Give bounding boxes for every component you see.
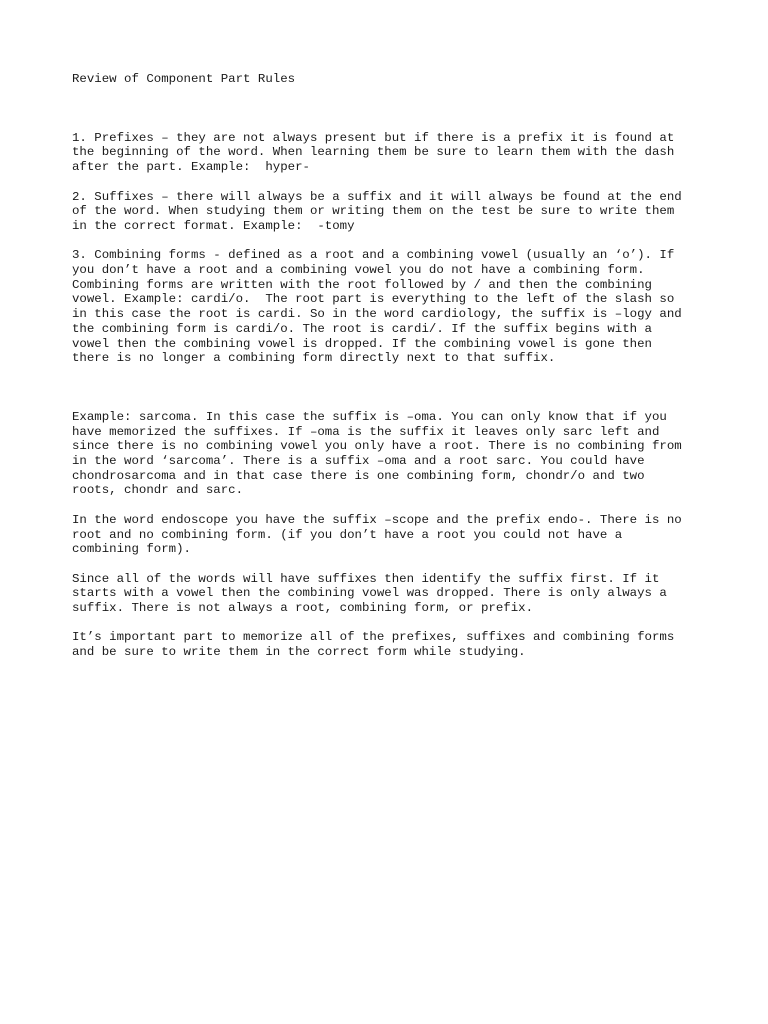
- paragraph-suffixes: 2. Suffixes – there will always be a suffix and it will always be found at the end of the word. When studying them or writing them on the test be sure to write them in the correct format. Example: -tomy: [72, 189, 682, 233]
- paragraph-combining-forms: 3. Combining forms - defined as a root and a combining vowel (usually an ‘o’). If you don’t have a root and a combining vowel you do not have a combining form. Combining forms are written with the root followed by / and then the combining vowel. Example: cardi/o. The root part is everything to the left of the slash so in this case the root is cardi. So in the word cardiology, the suffix is –logy and the combining form is cardi/o. The root is cardi/. If the suffix begins with a vowel then the combining vowel is dropped. If the combining vowel is gone then there is no longer a combining form directly next to that suffix.: [72, 248, 682, 366]
- paragraph-prefixes: 1. Prefixes – they are not always present but if there is a prefix it is found at the beginning of the word. When learning them be sure to learn them with the dash after the part. Example: hyper-: [72, 130, 675, 175]
- document-title: Review of Component Part Rules: [72, 72, 296, 86]
- document-page: [72, 72, 702, 660]
- spacer: [72, 557, 702, 572]
- spacer: [72, 366, 702, 410]
- paragraph-endoscope: In the word endoscope you have the suffix –scope and the prefix endo-. There is no root and no combining form. (if you don’t have a root you could not have a combining form).: [72, 512, 682, 557]
- paragraph-identify-suffix: Since all of the words will have suffixes then identify the suffix first. If it starts with a vowel then the combining vowel was dropped. There is only always a suffix. There is not always a root, combining form, or prefix.: [72, 571, 667, 616]
- paragraph-memorize: It’s important part to memorize all of the prefixes, suffixes and combining forms and be sure to write them in the correct form while studying.: [72, 630, 675, 660]
- spacer: [72, 498, 702, 513]
- spacer: [72, 234, 702, 249]
- spacer: [72, 87, 702, 131]
- paragraph-example-sarcoma: Example: sarcoma. In this case the suffix is –oma. You can only know that if you have memorized the suffixes. If –oma is the suffix it leaves only sarc left and since there is no combining vowel you only have a root. There is no combining from in the word ‘sarcoma’. There is a suffix –oma and a root sarc. You could have chondrosarcoma and in that case there is one combining form, chondr/o and two roots, chondr and sarc.: [72, 409, 682, 498]
- spacer: [72, 616, 702, 631]
- spacer: [72, 175, 702, 190]
